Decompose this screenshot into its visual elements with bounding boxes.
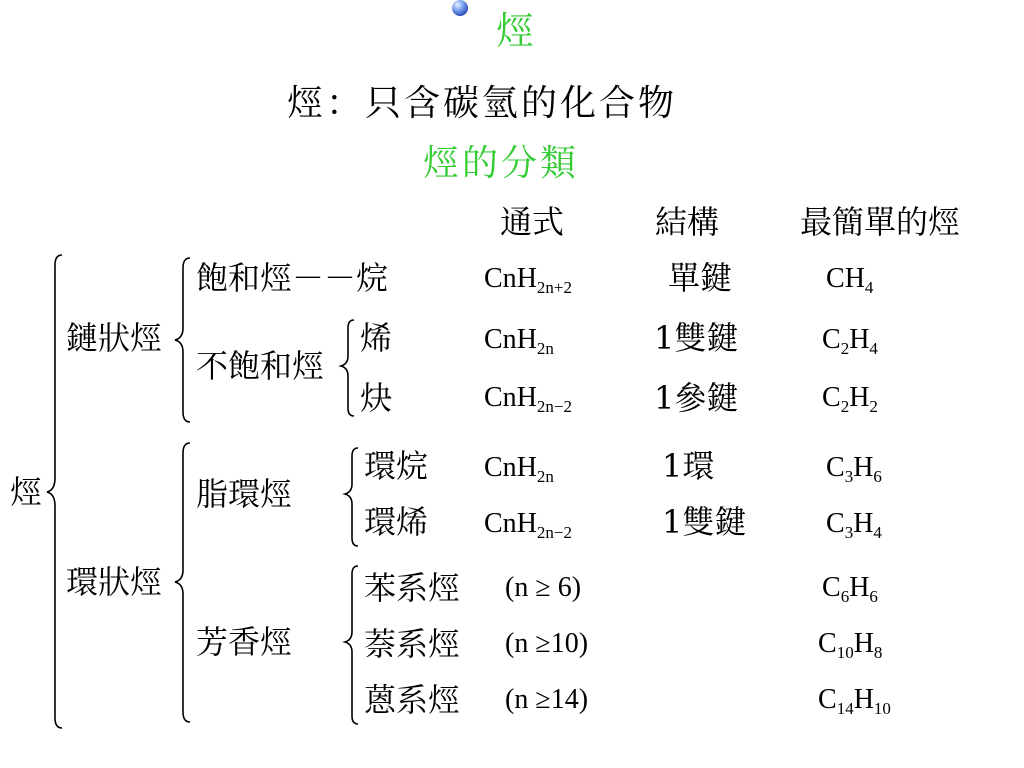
definition-heading: 烴：只含碳氫的化合物 [287, 83, 678, 124]
simplest-alkene: $C_2H_4$ [822, 324, 878, 358]
brace-aromatic [345, 566, 358, 724]
label-cycloalkene: 環烯 [364, 503, 429, 541]
slide-title: 烴 [496, 9, 535, 53]
brace-unsaturated [341, 320, 354, 416]
label-cycloalkane: 環烷 [364, 447, 429, 485]
structure-cycloalkene: 1雙鍵 [662, 503, 747, 541]
classification-heading: 烴的分類 [423, 143, 580, 184]
label-alkyne: 炔 [360, 379, 393, 417]
simplest-cycloalkene: $C_3H_4$ [826, 508, 882, 542]
simplest-alkyne: $C_2H_2$ [822, 382, 878, 416]
simplest-anthracene: $C_{14}H_{10}$ [818, 684, 891, 718]
condition-naphthalene: (n ≥10) [505, 628, 589, 659]
header-general-formula: 通式 [500, 203, 565, 241]
header-structure: 結構 [655, 203, 720, 241]
brace-root [47, 255, 62, 728]
formula-cycloalkane: CnH$_{2n}$ [484, 452, 554, 486]
structure-alkyne: 1參鍵 [654, 379, 739, 417]
label-saturated-alkane: 飽和烴－－烷 [196, 259, 389, 297]
simplest-cycloalkane: $C_3H_6$ [826, 452, 882, 486]
label-hydrocarbon: 烴 [10, 473, 43, 511]
condition-anthracene: (n ≥14) [505, 684, 589, 715]
label-benzene-series: 苯系烴 [364, 569, 461, 607]
structure-cycloalkane: 1環 [662, 447, 715, 485]
label-naphthalene-series: 萘系烴 [364, 625, 461, 663]
formula-alkane: CnH$_{2n+2}$ [484, 263, 573, 297]
formula-alkyne: CnH$_{2n-2}$ [484, 382, 573, 416]
simplest-naphthalene: $C_{10}H_8$ [818, 628, 883, 662]
label-anthracene-series: 蒽系烴 [364, 681, 461, 719]
label-alkene: 烯 [360, 319, 393, 357]
simplest-benzene: $C_6H_6$ [822, 572, 878, 606]
label-cycloaliphatic: 脂環烴 [196, 475, 293, 513]
structure-alkane: 單鍵 [668, 259, 733, 297]
label-aromatic: 芳香烴 [196, 623, 293, 661]
brace-chain [175, 258, 190, 422]
formula-cycloalkene: CnH$_{2n-2}$ [484, 508, 573, 542]
brace-cycloaliphatic [345, 448, 358, 546]
label-cyclic-hydrocarbon: 環狀烴 [66, 563, 163, 601]
simplest-alkane: $CH_4$ [826, 263, 874, 297]
brace-cyclic [175, 443, 190, 722]
label-chain-hydrocarbon: 鏈狀烴 [66, 319, 163, 357]
structure-alkene: 1雙鍵 [654, 319, 739, 357]
header-simplest: 最簡單的烴 [800, 203, 961, 241]
label-unsaturated: 不飽和烴 [196, 347, 325, 385]
formula-alkene: CnH$_{2n}$ [484, 324, 554, 358]
condition-benzene: (n ≥ 6) [505, 572, 582, 603]
